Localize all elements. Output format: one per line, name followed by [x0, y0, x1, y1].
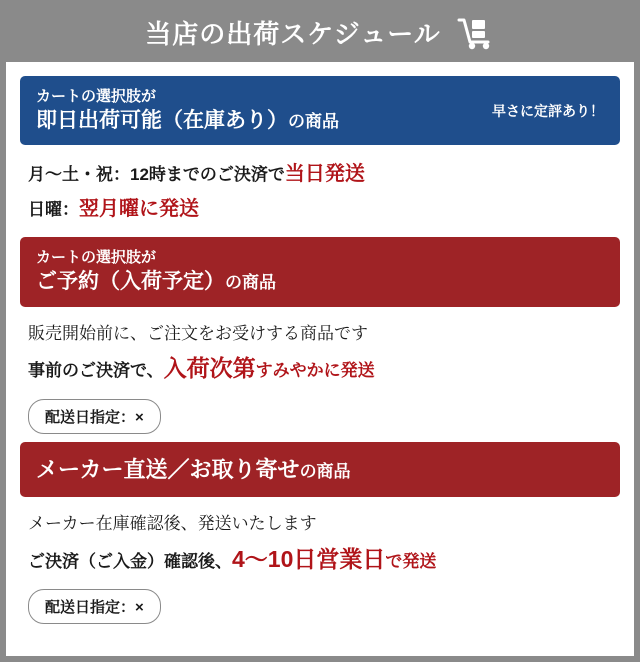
detail-line	[28, 194, 612, 225]
section-direct-shipping	[20, 442, 620, 633]
detail-text: 12時までのご決済で	[130, 165, 285, 185]
page-title: 当店の出荷スケジュール	[145, 19, 441, 49]
section-banner-same-day	[20, 76, 620, 145]
banner-texts	[36, 86, 339, 135]
banner-title-strong: 即日出荷可能（在庫あり）	[36, 109, 288, 132]
section-banner-direct-shipping	[20, 442, 620, 498]
banner-note: 早さに定評あり！	[492, 102, 604, 119]
banner-texts	[36, 455, 351, 485]
page-content	[6, 62, 634, 656]
detail-text: 日曜：	[28, 200, 79, 220]
banner-texts	[36, 247, 276, 296]
banner-title-strong: メーカー直送／お取り寄せ	[36, 456, 300, 482]
banner-title-light: の商品	[288, 112, 339, 131]
banner-title	[36, 268, 276, 296]
banner-title-strong: ご予約（入荷予定）	[36, 270, 225, 294]
detail-emphasis: 翌月曜に発送	[79, 198, 199, 221]
hand-truck-icon	[455, 18, 495, 50]
detail-text: 販売開始前に、ご注文をお受けする商品です	[28, 323, 368, 343]
section-details-direct-shipping	[20, 497, 620, 632]
detail-text: 月〜土・祝：	[28, 165, 130, 185]
section-details-preorder	[20, 307, 620, 442]
detail-text: 事前のご決済で、	[28, 361, 164, 381]
section-preorder	[20, 237, 620, 441]
banner-subtitle: カートの選択肢が	[36, 88, 157, 105]
section-details-same-day	[20, 145, 620, 237]
page-header	[6, 6, 634, 62]
section-same-day	[20, 76, 620, 237]
detail-emphasis: 入荷次第	[163, 355, 256, 382]
detail-line	[28, 542, 612, 578]
detail-text: ご決済（ご入金）確認後、	[28, 551, 232, 571]
banner-title-light: の商品	[225, 273, 276, 293]
detail-line	[28, 159, 612, 190]
detail-line	[28, 351, 612, 387]
delivery-date-tag: 配送日指定：×	[28, 589, 161, 624]
banner-title	[36, 107, 339, 135]
banner-subtitle: カートの選択肢が	[36, 249, 157, 267]
banner-title-light: の商品	[299, 461, 351, 481]
detail-emphasis: 4〜10日営業日	[232, 545, 386, 572]
detail-text: メーカー在庫確認後、発送いたします	[28, 514, 317, 534]
section-banner-preorder	[20, 237, 620, 306]
delivery-date-tag: 配送日指定：×	[28, 399, 161, 434]
banner-title	[36, 455, 351, 485]
detail-emphasis-small: すみやかに発送	[255, 361, 375, 381]
detail-emphasis-small: で発送	[385, 551, 437, 571]
detail-emphasis: 当日発送	[284, 163, 365, 186]
detail-line	[28, 321, 612, 347]
detail-line	[28, 511, 612, 537]
